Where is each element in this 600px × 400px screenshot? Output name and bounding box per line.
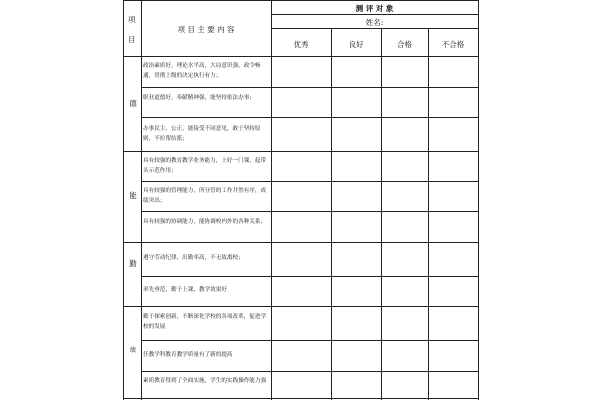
category-neng: 能 bbox=[129, 191, 137, 200]
item-text: 具有较强的协调能力，能协调校内外的各种关系； bbox=[143, 219, 267, 225]
column-item-label-bottom: 目 bbox=[128, 35, 136, 44]
table-top-border bbox=[124, 0, 478, 1]
category-divider bbox=[124, 242, 478, 243]
grade-pass: 合格 bbox=[397, 40, 412, 49]
item-text: 率先垂范，勤于上课，教学效果好 bbox=[143, 287, 227, 293]
grade-excellent: 优秀 bbox=[293, 40, 309, 49]
row-divider bbox=[141, 276, 478, 277]
item-text: 办事民主、公正，能接受不同意见，敢于坚持原则，不拉帮结派； bbox=[143, 126, 261, 142]
row-divider bbox=[141, 117, 478, 118]
item-text: 职业道德好，奉献精神强，能坚持依法办事； bbox=[143, 95, 255, 101]
header-name-divider bbox=[271, 28, 478, 29]
item-text: 任教学科教育教学质量有了新的提高 bbox=[143, 352, 233, 358]
divider-grade-3 bbox=[428, 28, 429, 400]
item-text: 遵守劳动纪律，出勤率高，不无故离校； bbox=[143, 255, 244, 261]
row-divider bbox=[141, 340, 478, 341]
column-item-label-top: 项 bbox=[128, 15, 136, 24]
header-bottom-border bbox=[124, 56, 478, 57]
item-text: 政治素质好，理论水平高，大局意识强，政令畅通，贯彻上级的决定执行有力； bbox=[143, 63, 261, 79]
grade-good: 良好 bbox=[348, 40, 364, 49]
name-label: 姓名: bbox=[365, 18, 384, 27]
category-divider bbox=[124, 151, 478, 152]
category-ji: 绩 bbox=[129, 347, 136, 354]
item-text: 具有较强的教育教学业务能力，上好一门课，起带头示范作用； bbox=[143, 158, 267, 174]
row-divider bbox=[141, 181, 478, 182]
category-divider bbox=[124, 306, 478, 307]
column-content-label: 项 目 主 要 内 容 bbox=[177, 25, 235, 34]
item-text: 具有较强的管理能力，所分管的工作井然有序，成绩突出； bbox=[143, 188, 267, 204]
category-de: 德 bbox=[129, 99, 137, 108]
grade-fail: 不合格 bbox=[441, 40, 465, 49]
evaluation-title: 测 评 对 象 bbox=[355, 4, 394, 13]
item-text: 勤于探索创新，不断深化学校的各项改革，促进学校的发展 bbox=[143, 314, 267, 330]
category-qin: 勤 bbox=[129, 259, 137, 268]
row-divider bbox=[141, 87, 478, 88]
divider-grade-1 bbox=[331, 28, 332, 400]
table-bottom-border bbox=[124, 398, 478, 399]
item-text: 素质教育得到了全面实施，学生的实践操作能力强 bbox=[143, 378, 267, 384]
row-divider bbox=[141, 211, 478, 212]
evaluation-form-table bbox=[123, 0, 479, 400]
header-title-divider bbox=[271, 14, 478, 15]
divider-grade-2 bbox=[381, 28, 382, 400]
row-divider bbox=[141, 371, 478, 372]
